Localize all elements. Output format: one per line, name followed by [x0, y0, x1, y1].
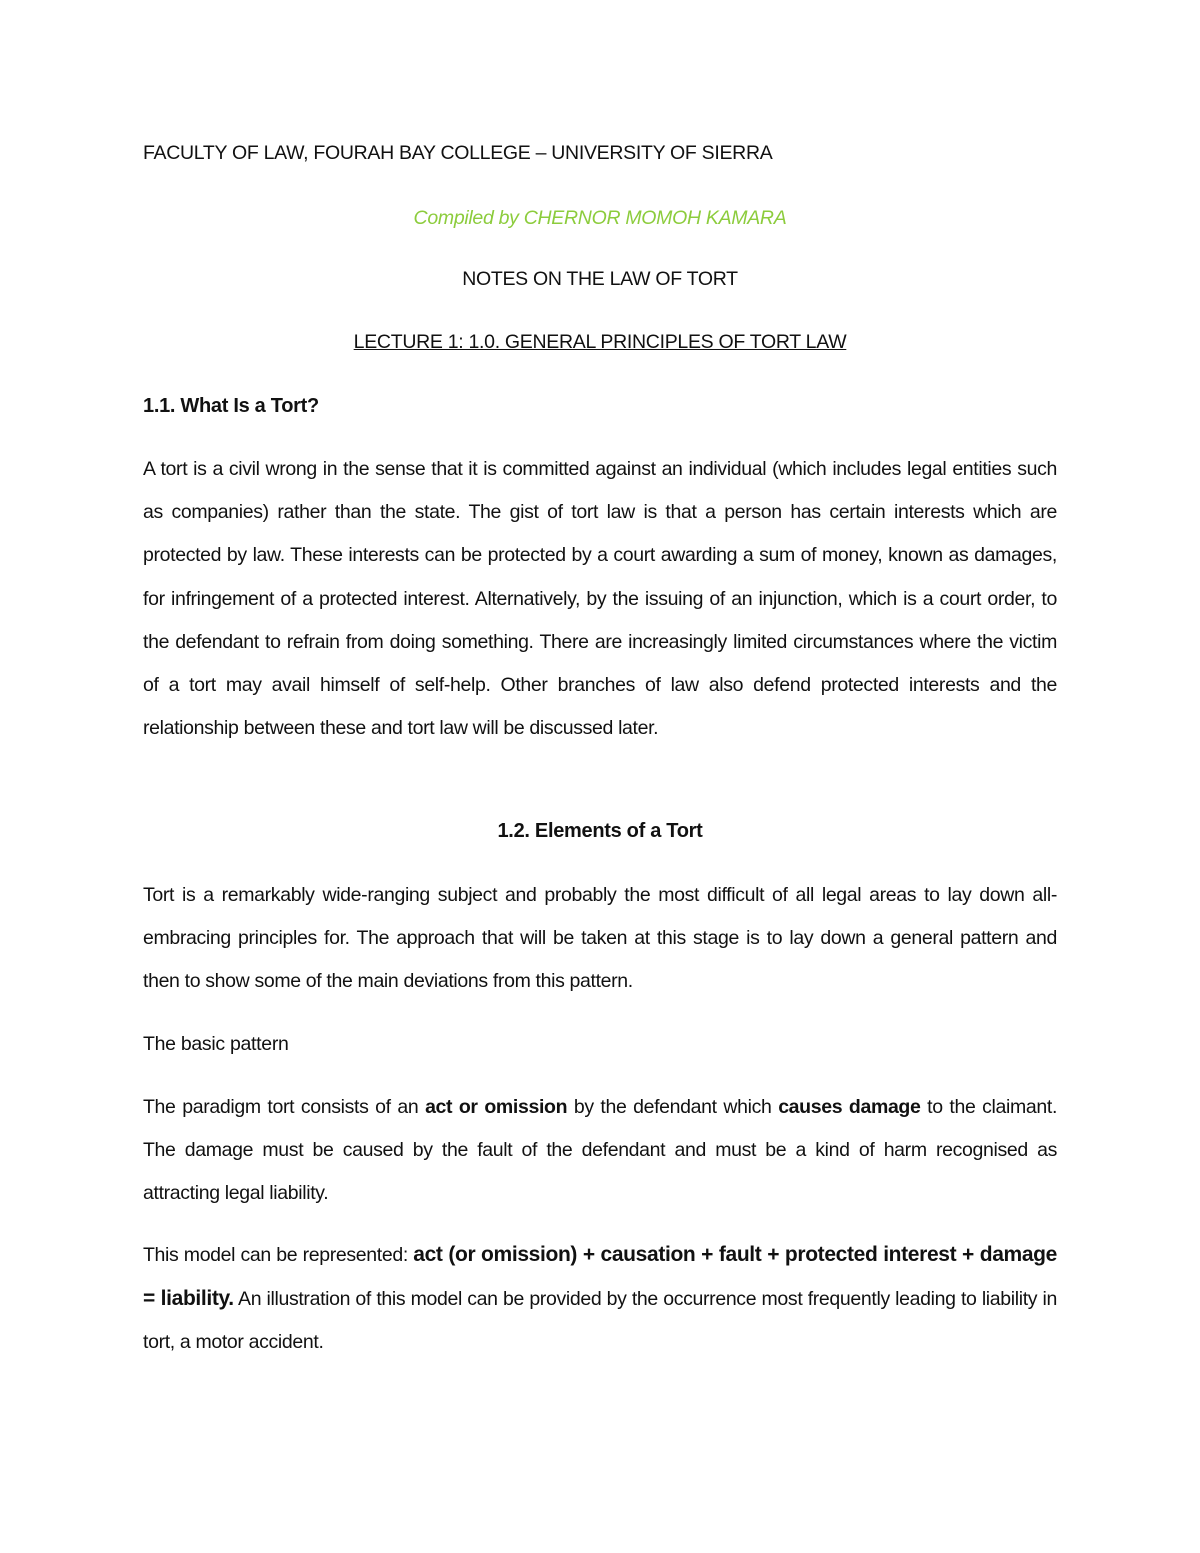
- notes-title: NOTES ON THE LAW OF TORT: [462, 268, 738, 290]
- lecture-title: LECTURE 1: 1.0. GENERAL PRINCIPLES OF TORT LAW: [353, 331, 847, 353]
- paragraph-liability-model: [143, 1233, 1057, 1365]
- faculty-heading: FACULTY OF LAW, FOURAH BAY COLLEGE – UNIVERSITY OF SIERRA: [143, 142, 773, 164]
- compiled-by-line: Compiled by CHERNOR MOMOH KAMARA: [413, 207, 787, 229]
- paragraph-what-is-a-tort: A tort is a civil wrong in the sense that it is committed against an individual (which includes legal entities such as companies) rather than the state. The gist of tort law is that a person has certain interests which are protected by law. These interests can be protected by a court awarding a sum of money, known as damages, for infringement of a protected interest. Alternatively, by the issuing of an injunction, which is a court order, to the defendant to refrain from doing something. There are increasingly limited circumstances where the victim of a tort may avail himself of self-help. Other branches of law also defend protected interests and the relationship between these and tort law will be discussed later.: [143, 458, 1057, 740]
- liability-formula: act (or omission) + causation + fault + protected interest + damage = liability.: [143, 1243, 1057, 1311]
- pattern-bold-act-or-omission: act or omission: [425, 1096, 568, 1118]
- pattern-text-2: by the defendant which: [567, 1096, 779, 1118]
- model-tail-text: An illustration of this model can be provided by the occurrence most frequently leading to liability in tort, a motor accident.: [143, 1288, 1058, 1354]
- pattern-text-3: to the claimant. The damage must be caused by the fault of the defendant and must be a kind of harm recognised as attracting legal liability.: [143, 1096, 1058, 1205]
- pattern-bold-causes-damage: causes damage: [778, 1096, 921, 1118]
- pattern-text-1: The paradigm tort consists of an: [143, 1096, 426, 1118]
- model-lead-text: This model can be represented:: [143, 1244, 414, 1266]
- paragraph-basic-pattern: [143, 1086, 1057, 1216]
- subheading-basic-pattern: The basic pattern: [143, 1033, 289, 1055]
- section-heading-what-is-a-tort: 1.1. What Is a Tort?: [143, 395, 319, 417]
- paragraph-elements-of-a-tort: Tort is a remarkably wide-ranging subject and probably the most difficult of all legal areas to lay down all-embracing principles for. The approach that will be taken at this stage is to lay down a general pattern and then to show some of the main deviations from this pattern.: [143, 884, 1057, 993]
- section-heading-elements-of-a-tort: 1.2. Elements of a Tort: [497, 820, 703, 842]
